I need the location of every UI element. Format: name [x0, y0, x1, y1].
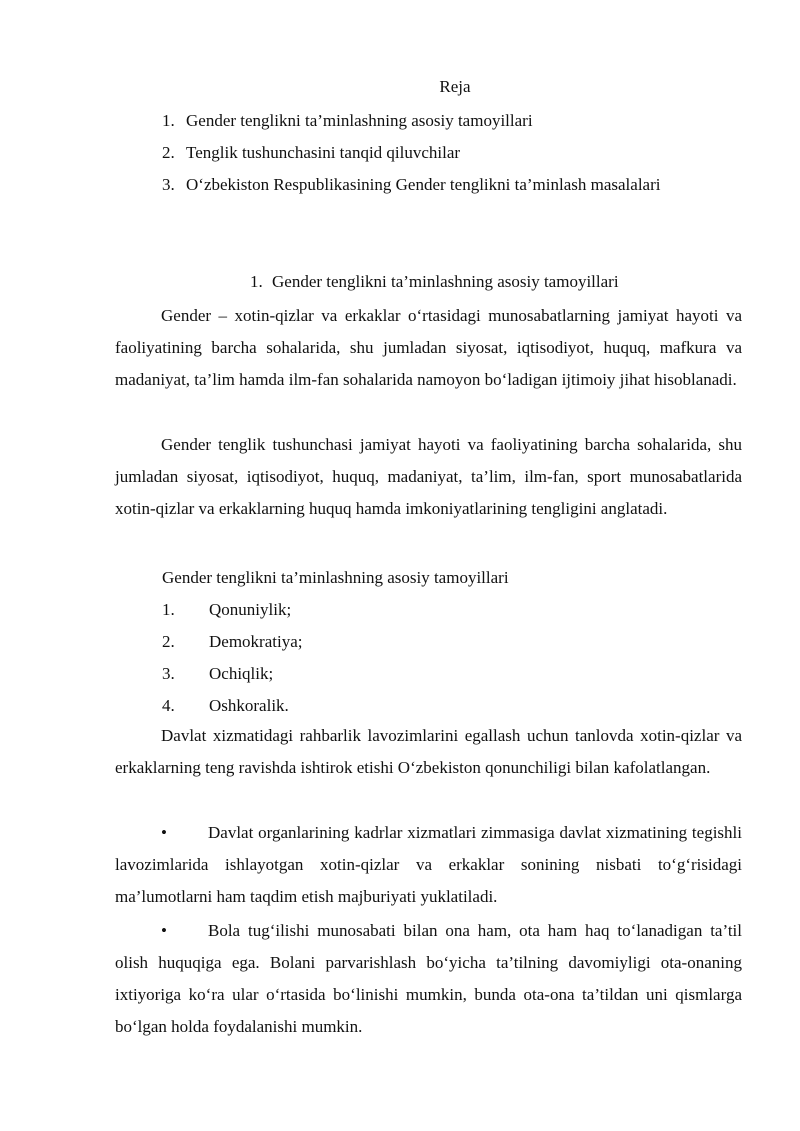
principle-number: 3.	[162, 664, 175, 683]
paragraph-text: Bola tug‘ilishi munosabati bilan ona ham, ota ham haq to‘lanadigan ta’til olish huquqiga ega. Bolani parvarishlash bo‘yicha ta’tilning davomiyligi ota-onaning ixtiyoriga ko‘ra ular o‘rtasida bo‘linishi mumkin, bunda ota-ona ta’tildan uni qismlarga bo‘lgan holda foydalanishi mumkin.	[115, 921, 742, 1036]
paragraph-text: Davlat xizmatidagi rahbarlik lavozimlarini egallash uchun tanlovda xotin-qizlar va erkaklarning teng ravishda ishtirok etishi O‘zbekiston qonunchiligi bilan kafolatlangan.	[115, 726, 742, 777]
paragraph-civil-service	[115, 720, 742, 784]
section-heading	[250, 271, 619, 293]
paragraph-text: Gender tenglik tushunchasi jamiyat hayoti va faoliyatining barcha sohalarida, shu jumladan siyosat, iqtisodiyot, huquq, madaniyat, ta’lim, ilm-fan, sport munosabatlarida xotin-qizlar va erkaklarning huquq hamda imkoniyatlarining tengligini anglatadi.	[115, 435, 742, 518]
plan-item-text: Tenglik tushunchasini tanqid qiluvchilar	[186, 143, 461, 162]
principle-item	[162, 626, 302, 658]
principle-number: 4.	[162, 696, 175, 715]
plan-item	[162, 142, 660, 174]
principle-item	[162, 690, 302, 722]
plan-list	[162, 110, 660, 206]
paragraph-text: Davlat organlarining kadrlar xizmatlari zimmasiga davlat xizmatining tegishli lavozimlarida ishlayotgan xotin-qizlar va erkaklar sonining nisbati to‘g‘risidagi ma’lumotlarni ham taqdim etish majburiyati yuklatiladi.	[115, 823, 742, 906]
paragraph-text: Gender – xotin-qizlar va erkaklar o‘rtasidagi munosabatlarning jamiyat hayoti va faoliyatining barcha sohalarida, shu jumladan siyosat, iqtisodiyot, huquq, mafkura va madaniyat, ta’lim hamda ilm-fan sohalarida namoyon bo‘ladigan ijtimoiy jihat hisoblanadi.	[115, 306, 742, 389]
plan-item-number: 3.	[162, 175, 175, 194]
plan-title	[0, 76, 800, 98]
bullet-symbol: •	[161, 823, 167, 842]
principle-item	[162, 658, 302, 690]
principle-item	[162, 594, 302, 626]
principle-number: 2.	[162, 632, 175, 651]
section-heading-text: Gender tenglikni ta’minlashning asosiy tamoyillari	[272, 272, 619, 291]
plan-title-text: Reja	[439, 77, 471, 96]
plan-item-number: 2.	[162, 143, 175, 162]
plan-item-text: O‘zbekiston Respublikasining Gender tenglikni ta’minlash masalalari	[186, 175, 661, 194]
section-heading-number: 1.	[250, 272, 263, 291]
plan-item	[162, 174, 660, 206]
bullet-symbol: •	[161, 921, 167, 940]
principles-list	[162, 594, 302, 722]
plan-item-number: 1.	[162, 111, 175, 130]
principle-text: Oshkoralik.	[209, 696, 289, 715]
paragraph-gender-equality	[115, 429, 742, 525]
principle-text: Qonuniylik;	[209, 600, 292, 619]
principle-number: 1.	[162, 600, 175, 619]
plan-item	[162, 110, 660, 142]
principles-heading: Gender tenglikni ta’minlashning asosiy tamoyillari	[162, 568, 509, 587]
bullet-paragraph-hr-services	[115, 817, 742, 913]
principle-text: Demokratiya;	[209, 632, 303, 651]
paragraph-gender-definition	[115, 300, 742, 396]
bullet-paragraph-parental-leave	[115, 915, 742, 1043]
plan-item-text: Gender tenglikni ta’minlashning asosiy tamoyillari	[186, 111, 533, 130]
principle-text: Ochiqlik;	[209, 664, 274, 683]
